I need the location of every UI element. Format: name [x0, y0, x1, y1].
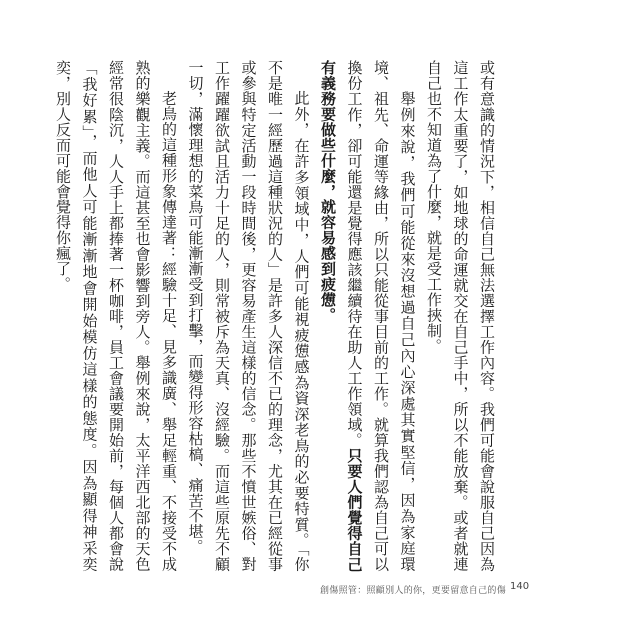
page-number: 140 [510, 581, 530, 592]
paragraph [182, 60, 315, 572]
paragraph-text: 老鳥的這種形象傳達著：經驗十足、見多識廣、舉足輕重、不接受不成熟的樂觀主義。而這甚至也會影響到旁人。舉例來說，太平洋西北部的天色經常很陰沉，人人手上都捧著一杯咖啡，員工會議要開始前，每個人都會說「我好累」，而他人可能漸漸地會開始模仿這樣的態度。因為顯得神采奕奕，別人反而可能會覺得你瘋了。 [54, 60, 178, 572]
paragraph-text: 或有意識的情況下，相信自己無法選擇工作內容。我們可能會說服自己因為這工作太重要了，如地球的命運就交在自己手中，所以不能放棄。或者就連自己也不知道為了什麼，就是受工作挾制。 [425, 60, 496, 572]
paragraph [315, 60, 421, 572]
running-footer: 創傷照管：照顧別人的你，更要留意自己的傷 [320, 586, 507, 596]
body-text [50, 60, 501, 572]
paragraph-text: 此外，在許多領域中，人們可能視疲憊感為資深老鳥的必要特質。「你不是唯一經歷過這種狀況的人」是許多人深信不已的理念，尤其在已經從事或參與特定活動一段時間後，更容易產生這樣的信念。那些不憤世嫉俗、對工作躍躍欲試且活力十足的人，則常被斥為天真、沒經驗。而這些原先不顧一切，滿懷理想的菜鳥可能漸漸受到打擊，而變得形容枯槁、痛苦不堪。 [186, 60, 311, 572]
paragraph [50, 60, 183, 572]
emphasized-sentence: 只要人們覺得自己有義務要做些什麼，就容易感到疲憊。 [319, 60, 364, 573]
paragraph-text: 舉例來說，我們可能從來沒想過自己內心深處其實堅信，因為家庭環境、祖先、命運等緣由，所以只能從事目前的工作。就算我們認為自己可以換份工作，卻可能還是覺得應該繼續待在助人工作領域。 [345, 60, 417, 572]
paragraph [421, 60, 501, 572]
